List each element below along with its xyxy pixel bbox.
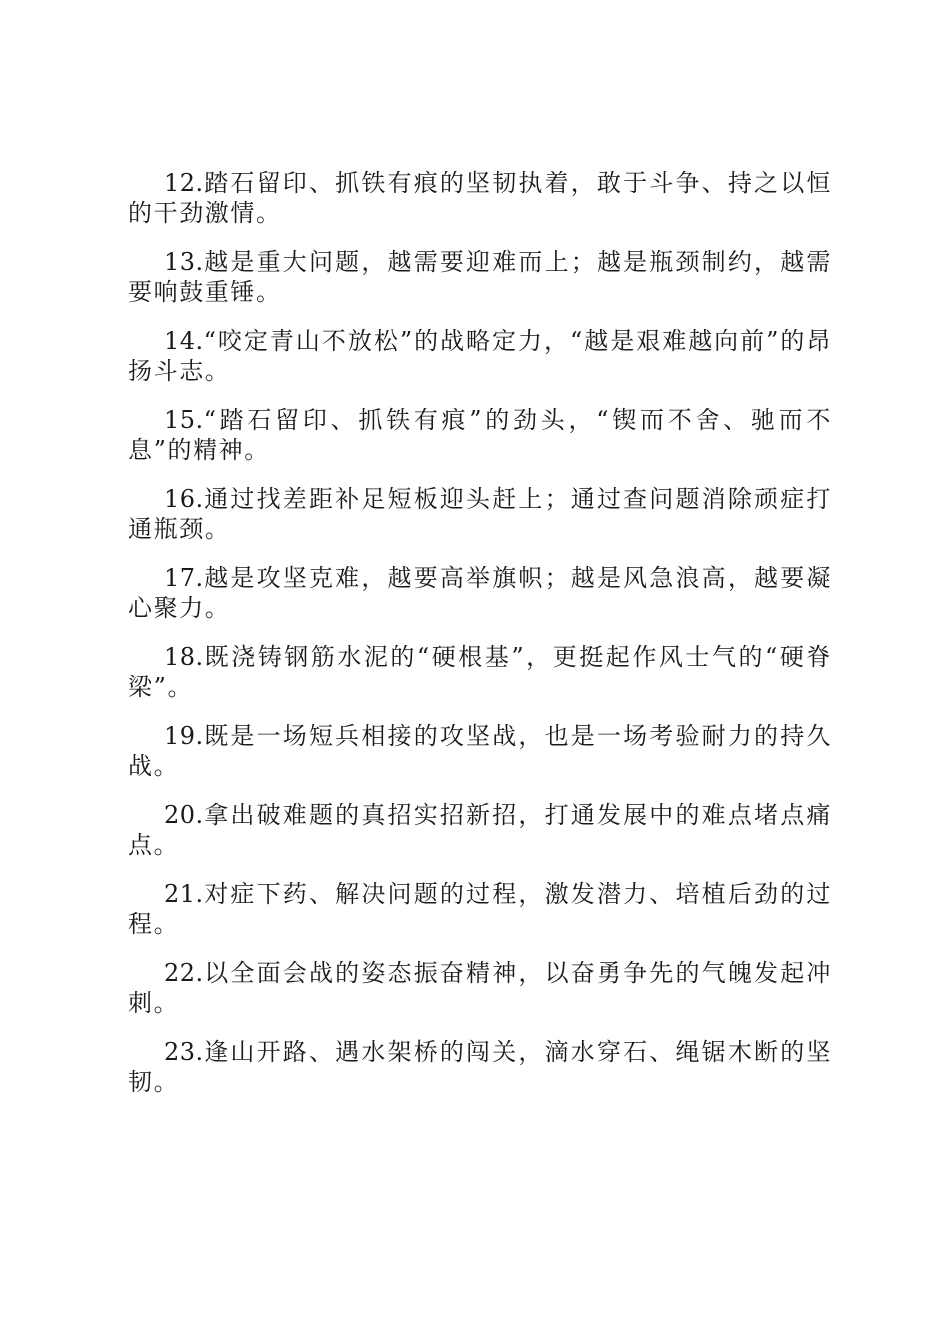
paragraph-19 xyxy=(128,721,832,781)
paragraph-14 xyxy=(128,326,832,386)
paragraph-22 xyxy=(128,958,832,1018)
paragraph-number: 15. xyxy=(164,406,204,434)
paragraph-number: 17. xyxy=(164,564,204,592)
paragraph-20 xyxy=(128,800,832,860)
paragraph-number: 16. xyxy=(164,485,204,513)
paragraph-text: 既浇铸钢筋水泥的“硬根基”，更挺起作风士气的“硬脊梁”。 xyxy=(128,643,832,701)
paragraph-text: 对症下药、解决问题的过程，激发潜力、培植后劲的过程。 xyxy=(128,880,832,938)
paragraph-text: “踏石留印、抓铁有痕”的劲头，“锲而不舍、驰而不息”的精神。 xyxy=(128,406,832,464)
paragraph-text: 踏石留印、抓铁有痕的坚韧执着，敢于斗争、持之以恒的干劲激情。 xyxy=(128,169,832,227)
paragraph-12 xyxy=(128,168,832,228)
paragraph-17 xyxy=(128,563,832,623)
paragraph-16 xyxy=(128,484,832,544)
paragraph-number: 12. xyxy=(164,169,204,197)
paragraph-number: 19. xyxy=(164,722,204,750)
paragraph-number: 20. xyxy=(164,801,204,829)
paragraph-number: 13. xyxy=(164,248,204,276)
paragraph-13 xyxy=(128,247,832,307)
paragraph-21 xyxy=(128,879,832,939)
paragraph-18 xyxy=(128,642,832,702)
paragraph-number: 18. xyxy=(164,643,204,671)
paragraph-number: 14. xyxy=(164,327,204,355)
paragraph-text: 拿出破难题的真招实招新招，打通发展中的难点堵点痛点。 xyxy=(128,801,832,859)
paragraph-text: 越是攻坚克难，越要高举旗帜；越是风急浪高，越要凝心聚力。 xyxy=(128,564,832,622)
paragraph-text: 越是重大问题，越需要迎难而上；越是瓶颈制约，越需要响鼓重锤。 xyxy=(128,248,832,306)
document-body xyxy=(128,168,832,1116)
paragraph-text: 逢山开路、遇水架桥的闯关，滴水穿石、绳锯木断的坚韧。 xyxy=(128,1038,832,1096)
paragraph-number: 23. xyxy=(164,1038,204,1066)
paragraph-15 xyxy=(128,405,832,465)
paragraph-number: 22. xyxy=(164,959,204,987)
paragraph-text: “咬定青山不放松”的战略定力，“越是艰难越向前”的昂扬斗志。 xyxy=(128,327,832,385)
paragraph-text: 既是一场短兵相接的攻坚战，也是一场考验耐力的持久战。 xyxy=(128,722,832,780)
paragraph-text: 通过找差距补足短板迎头赶上；通过查问题消除顽症打通瓶颈。 xyxy=(128,485,832,543)
paragraph-23 xyxy=(128,1037,832,1097)
paragraph-number: 21. xyxy=(164,880,204,908)
paragraph-text: 以全面会战的姿态振奋精神，以奋勇争先的气魄发起冲刺。 xyxy=(128,959,832,1017)
